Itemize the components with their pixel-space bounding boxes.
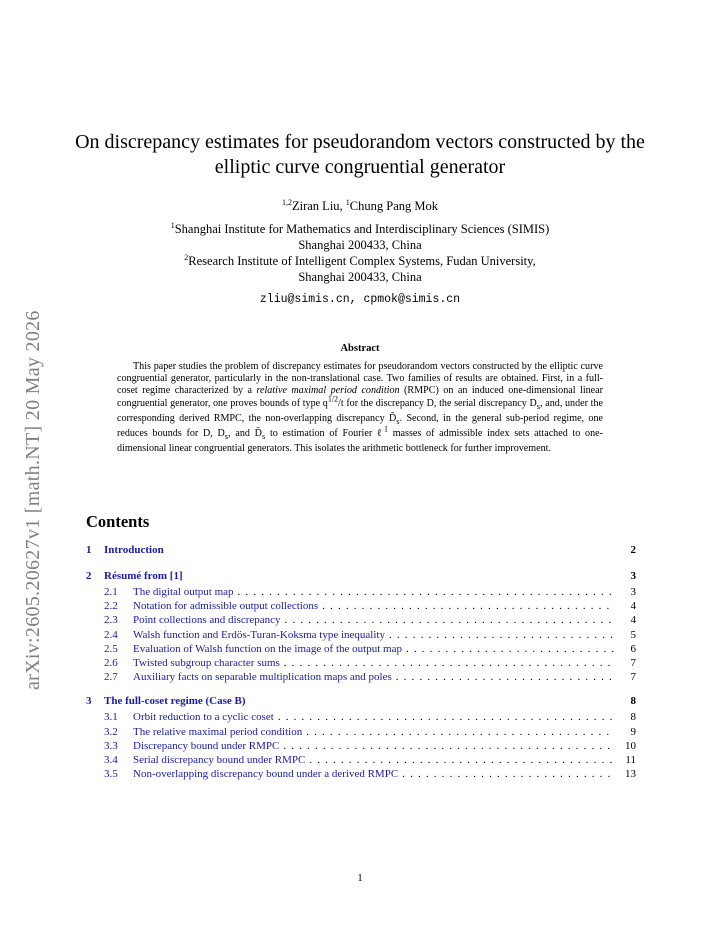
abstract-text-3: (RMPC) on an induced one-dimensional linear congruential generator, one proves bounds of type q <box>117 385 603 409</box>
toc-entry-link[interactable]: Point collections and discrepancy <box>133 614 281 627</box>
toc-entry-number: 2.3 <box>104 614 118 627</box>
affiliation-block <box>60 221 660 285</box>
toc-entry-link[interactable]: Evaluation of Walsh function on the image of the output map <box>133 642 402 655</box>
affiliation-1-line-2: Shanghai 200433, China <box>298 238 422 252</box>
toc-entry-link[interactable]: Discrepancy bound under RMPC <box>133 739 280 752</box>
toc-entry-page: 6 <box>630 642 636 655</box>
toc-entry-number: 1 <box>86 544 92 556</box>
affiliation-1 <box>60 221 660 237</box>
toc-leader-dots <box>406 643 614 655</box>
toc-leader-dots <box>396 671 614 683</box>
toc-entry-number: 2 <box>86 570 92 582</box>
toc-subsection-entry[interactable] <box>86 600 636 614</box>
author-1-name: Ziran Liu, <box>291 199 346 213</box>
toc-section-entry[interactable] <box>86 570 636 586</box>
abstract-text-9: masses of admissible index sets attached to one-dimensional linear congruential generators. This isolates the arithmetic bottleneck for further improvement. <box>117 428 603 455</box>
toc-section-entry[interactable] <box>86 544 636 560</box>
affiliation-2 <box>60 253 660 269</box>
toc-entry-link[interactable]: Notation for admissible output collections <box>133 600 319 613</box>
toc-entry-number: 2.6 <box>104 656 118 669</box>
toc-entry-page: 7 <box>630 671 636 684</box>
abstract-text-7: , and D̃ <box>228 428 262 440</box>
toc-entry-page: 4 <box>630 600 636 613</box>
abstract-body <box>117 361 603 455</box>
toc-leader-dots <box>389 629 614 641</box>
toc-entry-link[interactable]: The relative maximal period condition <box>133 725 303 738</box>
toc-entry-number: 3.1 <box>104 711 118 724</box>
toc-leader-dots <box>309 754 614 766</box>
toc-entry-link[interactable]: Introduction <box>104 544 164 556</box>
abstract-exponent-2: 1 <box>383 424 388 434</box>
toc-entry-page: 3 <box>630 570 636 582</box>
toc-leader-dots <box>278 711 614 723</box>
toc-leader-dots <box>238 586 614 598</box>
abstract-text-1: This paper studies the problem of discrepancy estimates for pseudorandom vectors constructed by the elliptic curve congruential generator, particularly in the non-translational case. Two families of results are obtained. First, in a full-coset regime characterized by a <box>117 361 603 397</box>
toc-entry-page: 2 <box>630 544 636 556</box>
affiliation-2-line-2: Shanghai 200433, China <box>298 270 422 284</box>
toc-entry-link[interactable]: Résumé from [1] <box>104 570 183 582</box>
abstract-text-4: /t for the discrepancy D, the serial discrepancy D <box>338 397 537 409</box>
toc-subsection-entry[interactable] <box>86 629 636 643</box>
arxiv-identifier-stamp: arXiv:2605.20627v1 [math.NT] 20 May 2026 <box>22 310 44 690</box>
author-2-affil-marker: 1 <box>345 197 350 207</box>
toc-entry-link[interactable]: Twisted subgroup character sums <box>133 656 280 669</box>
toc-subsection-entry[interactable] <box>86 726 636 740</box>
toc-leader-dots <box>284 657 614 669</box>
toc-entry-number: 3.4 <box>104 753 118 766</box>
toc-entry-page: 10 <box>625 739 636 752</box>
page-number: 1 <box>357 872 363 884</box>
table-of-contents <box>86 544 636 782</box>
toc-entry-number: 3 <box>86 695 92 708</box>
abstract-subscript-3: s <box>224 432 229 442</box>
abstract-exponent-1: 1/2 <box>327 394 339 404</box>
toc-entry-link[interactable]: Walsh function and Erdös-Turan-Koksma type inequality <box>133 628 385 641</box>
toc-entry-number: 2.5 <box>104 642 118 655</box>
toc-subsection-entry[interactable] <box>86 671 636 685</box>
toc-entry-number: 2.7 <box>104 671 118 684</box>
toc-entry-link[interactable]: The full-coset regime (Case B) <box>104 695 246 708</box>
contents-heading: Contents <box>86 512 150 531</box>
toc-leader-dots <box>402 768 614 780</box>
toc-entry-link[interactable]: Non-overlapping discrepancy bound under a derived RMPC <box>133 768 399 781</box>
abstract-subscript-4: s <box>261 432 266 442</box>
toc-subsection-entry[interactable] <box>86 643 636 657</box>
toc-entry-page: 13 <box>625 768 636 781</box>
toc-leader-dots <box>322 600 614 612</box>
toc-subsection-entry[interactable] <box>86 754 636 768</box>
toc-entry-page: 4 <box>630 614 636 627</box>
toc-leader-dots <box>306 726 614 738</box>
toc-entry-page: 7 <box>630 656 636 669</box>
toc-section-entry[interactable] <box>86 695 636 711</box>
affiliation-1-marker: 1 <box>170 220 175 230</box>
toc-subsection-entry[interactable] <box>86 768 636 782</box>
toc-entry-page: 8 <box>630 711 636 724</box>
author-1-affil-marker: 1,2 <box>281 197 292 207</box>
toc-entry-link[interactable]: Serial discrepancy bound under RMPC <box>133 753 306 766</box>
toc-entry-link[interactable]: Orbit reduction to a cyclic coset <box>133 711 274 724</box>
toc-entry-page: 5 <box>630 628 636 641</box>
abstract-heading: Abstract <box>340 343 380 354</box>
toc-leader-dots <box>285 614 614 626</box>
toc-entry-number: 3.3 <box>104 739 118 752</box>
toc-entry-number: 3.2 <box>104 725 118 738</box>
abstract-subscript-2: s <box>396 416 400 426</box>
toc-subsection-entry[interactable] <box>86 586 636 600</box>
toc-subsection-entry[interactable] <box>86 657 636 671</box>
toc-leader-dots <box>283 740 614 752</box>
toc-entry-number: 2.4 <box>104 628 118 641</box>
toc-entry-link[interactable]: The digital output map <box>133 586 234 598</box>
toc-subsection-entry[interactable] <box>86 614 636 628</box>
abstract-text-8: to estimation of Fourier ℓ <box>265 428 384 440</box>
toc-entry-link[interactable]: Auxiliary facts on separable multiplication maps and poles <box>133 671 392 684</box>
author-emails: zliu@simis.cn, cpmok@simis.cn <box>259 293 461 306</box>
toc-entry-page: 8 <box>630 695 636 708</box>
abstract-text-5: , and, under the corresponding derived RMPC, the non-overlapping discrepancy D̃ <box>117 397 603 424</box>
author-list <box>60 198 660 214</box>
abstract-subscript-1: s <box>536 401 541 411</box>
abstract-text-6: . Second, in the general sub-period regime, one reduces bounds for D, D <box>117 412 603 440</box>
paper-title: On discrepancy estimates for pseudorandom vectors constructed by the elliptic curve congruential generator <box>75 131 645 178</box>
toc-subsection-entry[interactable] <box>86 711 636 725</box>
toc-subsection-entry[interactable] <box>86 740 636 754</box>
toc-entry-number: 3.5 <box>104 768 118 781</box>
affiliation-1-line-1: Shanghai Institute for Mathematics and Interdisciplinary Sciences (SIMIS) <box>174 222 550 236</box>
abstract-italic-term: relative maximal period condition <box>256 385 400 397</box>
affiliation-2-line-1: Research Institute of Intelligent Complex Systems, Fudan University, <box>188 254 536 268</box>
author-2-name: Chung Pang Mok <box>349 199 438 213</box>
affiliation-2-marker: 2 <box>184 252 189 262</box>
toc-entry-number: 2.2 <box>104 600 118 613</box>
toc-entry-page: 9 <box>630 725 636 738</box>
toc-entry-page: 11 <box>625 753 636 766</box>
toc-entry-number: 2.1 <box>104 586 118 598</box>
toc-entry-page: 3 <box>630 586 636 598</box>
